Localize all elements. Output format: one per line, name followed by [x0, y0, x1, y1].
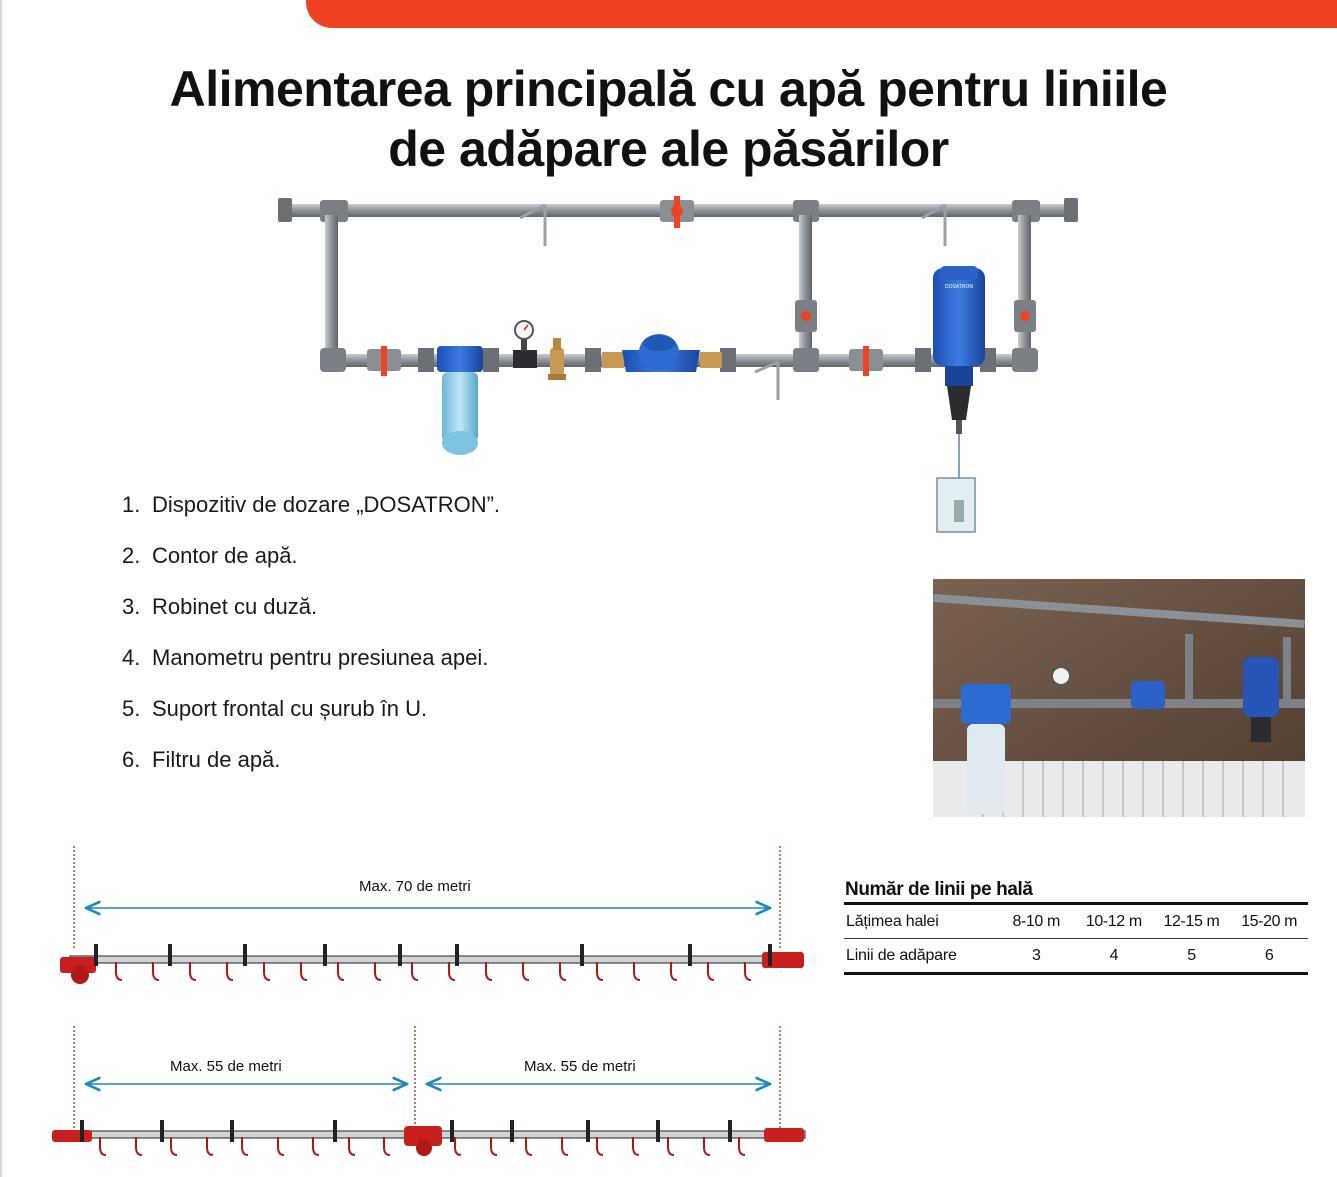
- drinker-nipple-icon: [100, 1137, 106, 1155]
- drinker-nipple-icon: [597, 1137, 603, 1155]
- line-support-post: [688, 944, 692, 966]
- line-support-post: [768, 944, 772, 966]
- drinker-nipple-icon: [338, 962, 344, 980]
- line-support-post: [323, 944, 327, 966]
- line-support-post: [243, 944, 247, 966]
- table-cell: 15-20 m: [1230, 904, 1308, 939]
- legend-text: Suport frontal cu șurub în U.: [152, 696, 428, 721]
- drinker-nipple-icon: [455, 1137, 461, 1155]
- drinker-nipple-icon: [708, 962, 714, 980]
- drinker-nipple-icon: [116, 962, 122, 980]
- line-support-post: [230, 1120, 234, 1142]
- line-support-post: [94, 944, 98, 966]
- drinker-nipple-icon: [633, 1137, 639, 1155]
- drinker-nipple-icon: [136, 1137, 142, 1155]
- drinker-nipple-icon: [313, 1137, 319, 1155]
- drinker-nipple-icon: [207, 1137, 213, 1155]
- page-title-line-2: de adăpare ale păsărilor: [388, 121, 949, 177]
- table-row-header: Linii de adăpare: [846, 946, 957, 964]
- dosatron-brand-label: DOSATRON: [945, 284, 973, 290]
- legend-text: Manometru pentru presiunea apei.: [152, 645, 489, 670]
- double-drinking-line: [52, 1120, 805, 1156]
- single-line-length-label: Max. 70 de metri: [359, 878, 471, 895]
- drinker-nipple-icon: [739, 1137, 745, 1155]
- drinker-nipple-icon: [190, 962, 196, 980]
- drinker-nipple-icon: [153, 962, 159, 980]
- lines-table-title: Număr de linii pe hală: [845, 879, 1033, 900]
- drinker-nipple-icon: [301, 962, 307, 980]
- legend-number: 5.: [122, 696, 141, 721]
- double-line-right-length-label: Max. 55 de metri: [524, 1058, 636, 1075]
- legend-number: 2.: [122, 543, 141, 568]
- drinker-nipple-icon: [278, 1137, 284, 1155]
- legend-text: Filtru de apă.: [152, 747, 281, 772]
- drinker-nipple-icon: [227, 962, 233, 980]
- drinker-nipple-icon: [412, 962, 418, 980]
- line-support-post: [168, 944, 172, 966]
- drinker-nipple-icon: [486, 962, 492, 980]
- drinker-nipple-icon: [704, 1137, 710, 1155]
- drinker-nipple-icon: [526, 1137, 532, 1155]
- drinker-nipple-icon: [745, 962, 751, 980]
- legend-text: Dispozitiv de dozare „DOSATRON”.: [152, 492, 501, 517]
- drinker-nipple-icon: [671, 962, 677, 980]
- line-support-post: [455, 944, 459, 966]
- line-support-post: [450, 1120, 454, 1142]
- drinker-nipple-icon: [242, 1137, 248, 1155]
- single-drinking-line: [60, 944, 804, 984]
- line-support-post: [510, 1120, 514, 1142]
- table-cell: 12-15 m: [1153, 904, 1231, 939]
- line-support-post: [160, 1120, 164, 1142]
- drinker-nipple-icon: [562, 1137, 568, 1155]
- legend-number: 1.: [122, 492, 141, 517]
- legend-number: 4.: [122, 645, 141, 670]
- page-title-line-1: Alimentarea principală cu apă pentru liniile: [169, 61, 1168, 117]
- drinker-nipple-icon: [597, 962, 603, 980]
- table-cell: 8-10 m: [997, 904, 1075, 939]
- line-support-post: [333, 1120, 337, 1142]
- drinker-nipple-icon: [668, 1137, 674, 1155]
- drinker-nipple-icon: [449, 962, 455, 980]
- legend-number: 6.: [122, 747, 141, 772]
- line-support-post: [580, 944, 584, 966]
- drinker-nipple-icon: [264, 962, 270, 980]
- line-support-post: [656, 1120, 660, 1142]
- table-cell: 4: [1109, 946, 1119, 964]
- line-support-post: [398, 944, 402, 966]
- drinker-nipple-icon: [375, 962, 381, 980]
- table-cell: 10-12 m: [1075, 904, 1153, 939]
- table-cell: 5: [1187, 946, 1196, 964]
- drinker-nipple-icon: [523, 962, 529, 980]
- table-cell: 6: [1264, 946, 1274, 964]
- double-line-left-length-label: Max. 55 de metri: [170, 1058, 282, 1075]
- legend-text: Robinet cu duză.: [152, 594, 318, 619]
- drinker-nipple-icon: [349, 1137, 355, 1155]
- line-support-post: [80, 1120, 84, 1142]
- drinker-nipple-icon: [384, 1137, 390, 1155]
- drinker-nipple-icon: [171, 1137, 177, 1155]
- legend-number: 3.: [122, 594, 141, 619]
- drinker-nipple-icon: [634, 962, 640, 980]
- table-row-header: Lățimea halei: [844, 904, 997, 939]
- drinker-nipple-icon: [560, 962, 566, 980]
- table-cell: 3: [1031, 946, 1041, 964]
- line-support-post: [728, 1120, 732, 1142]
- drinker-nipple-icon: [491, 1137, 497, 1155]
- legend-text: Contor de apă.: [152, 543, 298, 568]
- line-support-post: [586, 1120, 590, 1142]
